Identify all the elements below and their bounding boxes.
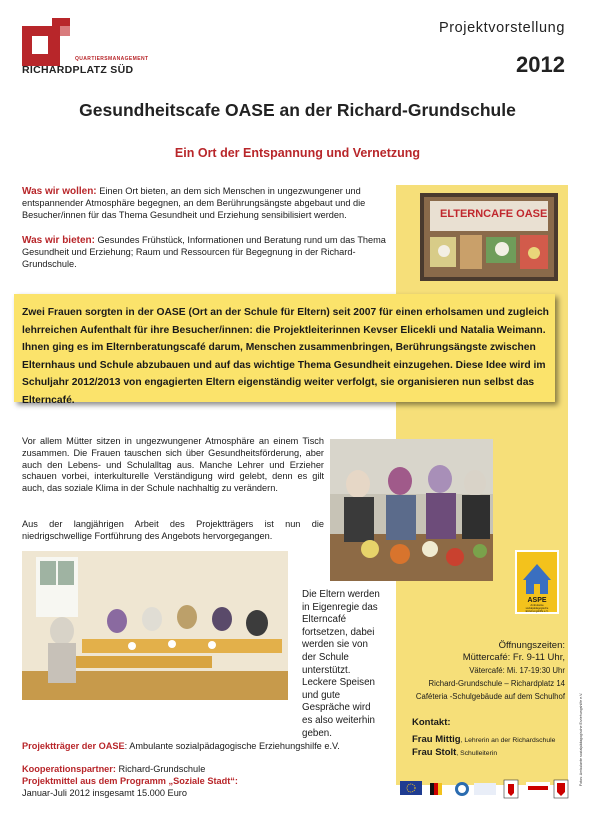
contact-2 <box>412 742 497 760</box>
bieten-text: Gesundes Frühstück, Informationen und Beratung rund um das Thema Gesundheit und Erziehung; Raum und Ressourcen für Begegnung in der Richard-Grundschule. <box>22 235 386 269</box>
footer-mittel-label: Projektmittel aus dem Programm „Soziale Stadt“: <box>22 776 238 786</box>
photo-elterncafe-board <box>420 193 558 281</box>
aspe-line-1: Ambulante <box>530 603 544 607</box>
page-title: Gesundheitscafe OASE an der Richard-Grundschule <box>79 100 516 120</box>
photo-credit-text: Fotos: Ambulante sozialpädagogische Erziehungshilfe e.V. <box>579 692 583 786</box>
intro-bieten <box>22 235 388 270</box>
contact-2-role: , Schulleiterin <box>456 750 498 757</box>
logo-subtitle: QUARTIERSMANAGEMENT <box>75 56 149 62</box>
photo-group-at-tables <box>22 551 288 700</box>
traeger-label: Projektträger der OASE <box>22 741 125 751</box>
contact-1-name: Frau Mittig <box>412 734 461 745</box>
contact-title: Kontakt: <box>412 717 451 728</box>
contact-2-name: Frau Stolt <box>412 747 457 758</box>
koop-label: Kooperationspartner: <box>22 764 116 774</box>
hours-fathers-cafe: Vätercafé: Mi. 17-19:30 Uhr <box>469 666 565 675</box>
body-paragraph-2: Aus der langjährigen Arbeit des Projektträgers ist nun die niedrigschwellige Fortführung des Angebots hervorgegangen. <box>22 519 324 541</box>
photo-credit <box>576 680 584 788</box>
header-year: 2012 <box>516 52 565 77</box>
funding-logos <box>400 777 570 803</box>
traeger-text: : Ambulante sozialpädagogische Erziehungshilfe e.V. <box>124 741 340 751</box>
board-sign-text: ELTERNCAFE OASE <box>440 208 548 220</box>
body-paragraph-1: Vor allem Mütter sitzen in ungezwungener Atmosphäre an einem Tisch zusammen. Die Frauen tauschen sich über Gesundheitsförderung, aber auch den Lebens- und Schulalltag aus. Manche Lehrer und Erzieher schauen vorbei, interkulturelle Verständigung wird gelebt, denn es gilt auch, das soziale Klima in der Schule nachhaltig zu verändern. <box>22 436 324 494</box>
intro-wollen <box>22 186 388 221</box>
hours-mothers-cafe: Müttercafé: Fr. 9-11 Uhr, <box>462 652 565 663</box>
aspe-name: ASPE <box>527 597 547 604</box>
qm-logo-mark <box>22 18 70 66</box>
aspe-logo <box>515 550 559 614</box>
highlight-text: Zwei Frauen sorgten in der OASE (Ort an der Schule für Eltern) seit 2007 für einen erholsamen und zugleich lehrreichen Aufenthalt für ihre Besucher/innen: die Projektleiterinnen Kevser Elicekli und Natalia Weimann. Ihnen ging es im Elternberatungscafé darum, Menschen zusammenbringen, Berührungsängste zwischen Elternhaus und Schule abzubauen und auf das wichtige Thema Gesundheit einzugehen. Diese Idee wird im Schuljahr 2012/2013 von engagierten Eltern eigenständig weiter verfolgt, sie organisieren nun selbst das Elterncafé. <box>22 307 549 406</box>
page-subtitle: Ein Ort der Entspannung und Vernetzung <box>174 146 421 160</box>
header-label: Projektvorstellung <box>438 20 565 36</box>
aspe-line-2: sozialpädagogische <box>525 607 549 610</box>
wollen-label: Was wir wollen: <box>22 186 97 197</box>
footer-traeger <box>22 741 392 753</box>
photo-women-preparing-food <box>330 439 493 581</box>
footer-mittel-text: Januar-Juli 2012 insgesamt 15.000 Euro <box>22 788 187 798</box>
bieten-label: Was wir bieten: <box>22 235 95 246</box>
wollen-text: Einen Ort bieten, an dem sich Menschen in ungezwungener und entspannender Atmosphäre begegnen, an dem Berührungsängste abgebaut und die Besucher/innen für das Thema Gesundheit und Erziehung sensibilisiert werden. <box>22 186 366 220</box>
hours-place-2: Caféteria -Schulgebäude auf dem Schulhof <box>415 692 565 701</box>
hours-place-1: Richard-Grundschule – Richardplatz 14 <box>428 679 565 688</box>
hours-title: Öffnungszeiten: <box>498 640 565 651</box>
footer-kooperation <box>22 764 392 776</box>
body-paragraph-3: Die Eltern werden in Eigenregie das Elterncafé fortsetzen, dabei werden sie von der Schule unterstützt. Leckere Speisen und gute Gespräche wird es also weiterhin geben. <box>302 589 380 739</box>
koop-text: Richard-Grundschule <box>115 764 206 774</box>
logo-wordmark: RICHARDPLATZ SÜD <box>22 64 134 76</box>
aspe-line-3: Erziehungshilfe e.V. <box>525 610 549 613</box>
contact-1-role: , Lehrerin an der Richardschule <box>460 737 556 744</box>
